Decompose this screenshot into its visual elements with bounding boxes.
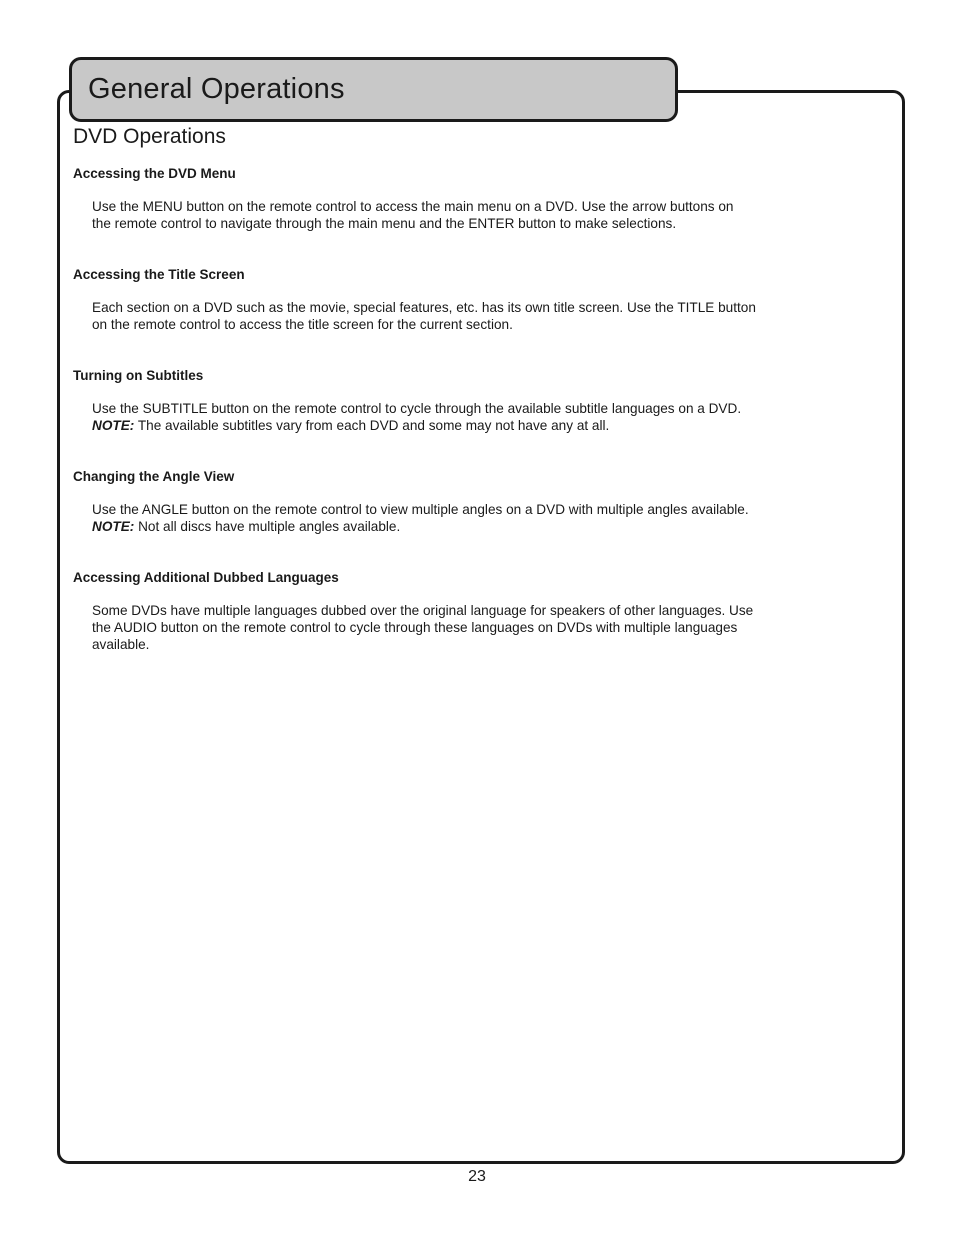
topic-heading: Accessing the Title Screen bbox=[73, 267, 245, 282]
body-line: available. bbox=[92, 637, 150, 652]
body-line: Use the SUBTITLE button on the remote control to cycle through the available subtitle languages on a DVD. bbox=[92, 401, 742, 416]
note-text: Not all discs have multiple angles available. bbox=[134, 519, 401, 534]
topic-body bbox=[92, 501, 843, 535]
body-line: Each section on a DVD such as the movie, special features, etc. has its own title screen. Use the TITLE button bbox=[92, 300, 756, 315]
topic-body bbox=[92, 400, 843, 434]
topic-angle-view bbox=[73, 468, 843, 569]
body-line: Some DVDs have multiple languages dubbed over the original language for speakers of other languages. Use bbox=[92, 603, 754, 618]
page-title: General Operations bbox=[88, 73, 345, 105]
body-line: the AUDIO button on the remote control to cycle through these languages on DVDs with multiple languages bbox=[92, 620, 738, 635]
page-number: 23 bbox=[468, 1168, 486, 1185]
topic-title-screen bbox=[73, 266, 843, 367]
body-line: on the remote control to access the title screen for the current section. bbox=[92, 317, 513, 332]
topic-heading: Turning on Subtitles bbox=[73, 368, 204, 383]
topic-dvd-menu bbox=[73, 165, 843, 266]
topic-heading: Accessing Additional Dubbed Languages bbox=[73, 570, 339, 585]
note-label: NOTE: bbox=[92, 519, 135, 534]
content-area bbox=[73, 165, 843, 670]
topic-subtitles bbox=[73, 367, 843, 468]
topic-body bbox=[92, 299, 843, 333]
topic-heading: Changing the Angle View bbox=[73, 469, 235, 484]
topic-body bbox=[92, 602, 843, 653]
note-label: NOTE: bbox=[92, 418, 135, 433]
section-title: DVD Operations bbox=[73, 125, 226, 148]
topic-heading: Accessing the DVD Menu bbox=[73, 166, 236, 181]
body-line: Use the MENU button on the remote control to access the main menu on a DVD. Use the arrow buttons on bbox=[92, 199, 734, 214]
note-text: The available subtitles vary from each DVD and some may not have any at all. bbox=[134, 418, 610, 433]
body-line: Use the ANGLE button on the remote control to view multiple angles on a DVD with multiple angles available. bbox=[92, 502, 749, 517]
body-line: the remote control to navigate through the main menu and the ENTER button to make selections. bbox=[92, 216, 677, 231]
topic-dubbed-languages bbox=[73, 569, 843, 670]
topic-body bbox=[92, 198, 843, 232]
